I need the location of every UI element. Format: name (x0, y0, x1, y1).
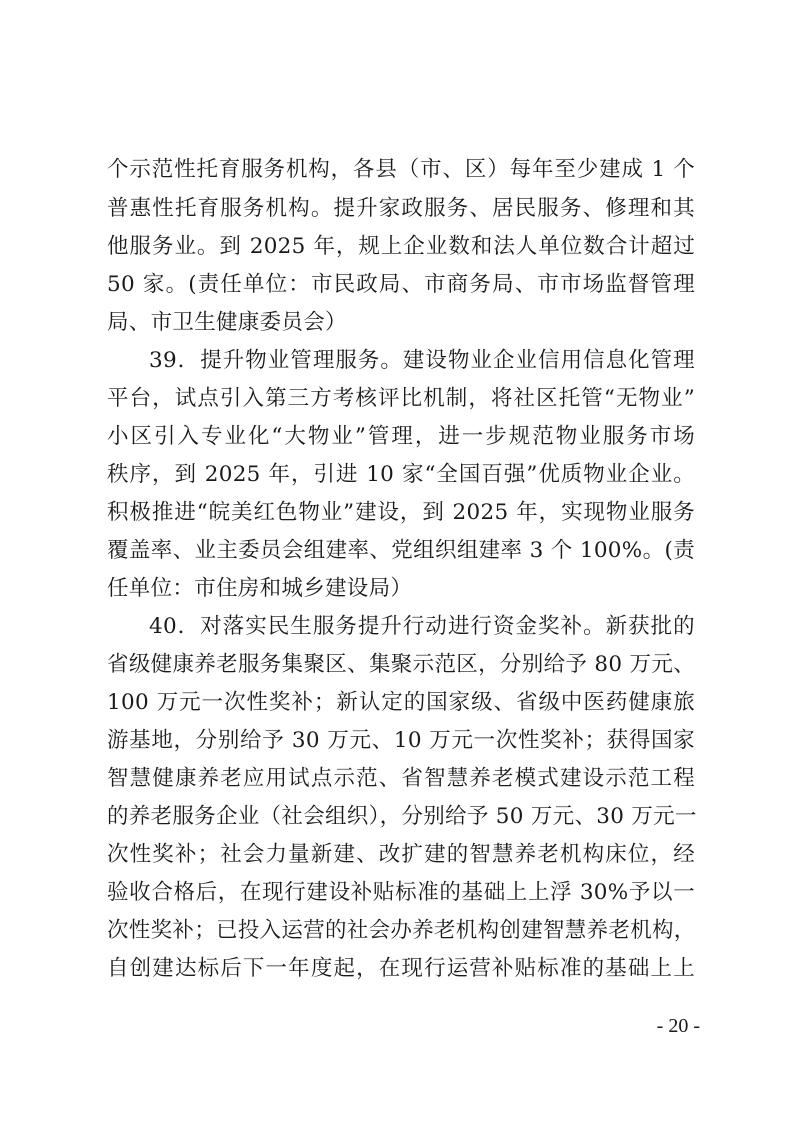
body-line-9: 秩序，到 2025 年，引进 10 家“全国百强”优质物业企业。 (107, 462, 695, 487)
item-39-heading-line: 39．提升物业管理服务。建设物业企业信用信息化管理 (149, 348, 695, 373)
body-line-12: 任单位：市住房和城乡建设局） (107, 576, 413, 601)
body-line-15: 100 万元一次性奖补；新认定的国家级、省级中医药健康旅 (107, 690, 695, 715)
body-line-19: 次性奖补；社会力量新建、改扩建的智慧养老机构床位，经 (107, 842, 695, 867)
page-number: - 20 - (656, 1015, 700, 1037)
body-line-14: 省级健康养老服务集聚区、集聚示范区，分别给予 80 万元、 (107, 652, 695, 677)
body-line-18: 的养老服务企业（社会组织），分别给予 50 万元、30 万元一 (107, 804, 697, 829)
body-line-1: 个示范性托育服务机构，各县（市、区）每年至少建成 1 个 (107, 157, 695, 182)
body-line-3: 他服务业。到 2025 年，规上企业数和法人单位数合计超过 (107, 234, 695, 259)
body-line-20: 验收合格后，在现行建设补贴标准的基础上上浮 30%予以一 (107, 880, 695, 905)
body-line-5: 局、市卫生健康委员会） (107, 310, 347, 335)
body-line-22: 自创建达标后下一年度起，在现行运营补贴标准的基础上上 (107, 956, 695, 981)
body-line-7: 平台，试点引入第三方考核评比机制，将社区托管“无物业” (107, 386, 695, 411)
item-40-heading-line: 40．对落实民生服务提升行动进行资金奖补。新获批的 (149, 614, 695, 639)
body-line-11: 覆盖率、业主委员会组建率、党组织组建率 3 个 100%。(责 (107, 538, 695, 563)
body-line-10: 积极推进“皖美红色物业”建设，到 2025 年，实现物业服务 (107, 500, 695, 525)
body-line-17: 智慧健康养老应用试点示范、省智慧养老模式建设示范工程 (107, 766, 695, 791)
body-line-8: 小区引入专业化“大物业”管理，进一步规范物业服务市场 (107, 424, 695, 449)
body-line-2: 普惠性托育服务机构。提升家政服务、居民服务、修理和其 (107, 196, 695, 221)
body-line-4: 50 家。(责任单位：市民政局、市商务局、市市场监督管理 (107, 272, 695, 297)
body-line-16: 游基地，分别给予 30 万元、10 万元一次性奖补；获得国家 (107, 728, 695, 753)
body-line-21: 次性奖补；已投入运营的社会办养老机构创建智慧养老机构， (107, 918, 696, 943)
